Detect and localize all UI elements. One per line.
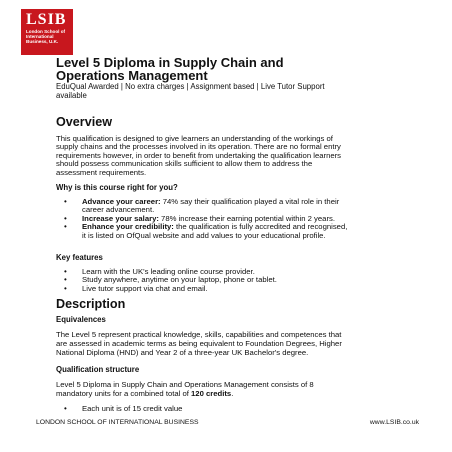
logo-subtitle-line: International bbox=[26, 34, 54, 40]
equivalences-heading: Equivalences bbox=[56, 315, 106, 325]
page-title-line: Level 5 Diploma in Supply Chain and bbox=[56, 55, 284, 70]
page-title bbox=[56, 56, 406, 82]
logo-subtitle-line: Business, U.K. bbox=[26, 39, 59, 45]
description-heading: Description bbox=[56, 297, 126, 312]
equivalences-paragraph bbox=[56, 331, 406, 357]
why-course-heading: Why is this course right for you? bbox=[56, 182, 178, 192]
paragraph-line: The Level 5 represent practical knowledge, skills, capabilities and competences that bbox=[56, 330, 342, 340]
logo-subtitle-line: London School of bbox=[26, 29, 66, 34]
overview-heading: Overview bbox=[56, 114, 113, 129]
key-features-heading: Key features bbox=[56, 252, 103, 262]
paragraph-line: should possess communication skills sufficient to allow them to address the bbox=[56, 159, 313, 169]
benefit-text: it is listed on OfQual website and add values to your educational profile. bbox=[82, 230, 326, 240]
document-body bbox=[56, 56, 406, 414]
credits-total: 120 credits bbox=[191, 388, 232, 398]
benefit-text: career advancement. bbox=[82, 205, 155, 215]
structure-list bbox=[56, 405, 406, 414]
list-item bbox=[56, 223, 406, 240]
logo-subtitle bbox=[26, 29, 69, 45]
paragraph-line: National Diploma (HND) and Year 2 of a three-year UK Bachelor's degree. bbox=[56, 347, 309, 357]
benefit-lead: Increase your salary: bbox=[82, 213, 159, 223]
course-tagline bbox=[56, 83, 406, 101]
list-item bbox=[56, 198, 406, 215]
paragraph-line: are assessed in academic terms as being equivalent to Foundation Degrees, Higher bbox=[56, 338, 342, 348]
qualification-structure-heading: Qualification structure bbox=[56, 365, 140, 375]
lsib-logo bbox=[21, 9, 73, 55]
paragraph-text: mandatory units for a combined total of bbox=[56, 388, 192, 398]
paragraph-line: requirements however, in order to benefit from undertaking the qualification learners bbox=[56, 150, 342, 160]
paragraph-line: This qualification is designed to give learners an understanding of the workings of bbox=[56, 133, 333, 143]
list-item: • Study anywhere, anytime on your laptop, phone or tablet. bbox=[56, 276, 406, 285]
benefit-text: 74% say their qualification played a vital role in their bbox=[160, 196, 340, 206]
benefit-lead: Enhance your credibility: bbox=[82, 222, 174, 232]
footer-school-name: LONDON SCHOOL OF INTERNATIONAL BUSINESS bbox=[36, 419, 199, 426]
benefit-text: the qualification is fully accredited and recognised, bbox=[173, 222, 348, 232]
overview-paragraph bbox=[56, 135, 406, 178]
benefit-text: 78% increase their earning potential within 2 years. bbox=[158, 213, 335, 223]
tagline-line: available bbox=[56, 90, 87, 100]
key-features-list bbox=[56, 268, 406, 294]
why-course-list bbox=[56, 198, 406, 241]
list-item: • Live tutor support via chat and email. bbox=[56, 285, 406, 294]
paragraph-text: . bbox=[231, 388, 234, 398]
structure-paragraph bbox=[56, 381, 406, 398]
paragraph-line: supply chains and the processes involved in its operation. There are no formal entry bbox=[56, 142, 341, 152]
list-item: • Each unit is of 15 credit value bbox=[56, 405, 406, 414]
paragraph-line: Level 5 Diploma in Supply Chain and Operations Management consists of 8 bbox=[56, 380, 314, 390]
footer-website: www.LSIB.co.uk bbox=[369, 419, 419, 426]
benefit-lead: Advance your career: bbox=[82, 196, 161, 206]
paragraph-line: assessment requirements. bbox=[56, 167, 147, 177]
page-footer bbox=[36, 419, 419, 427]
list-item: • Learn with the UK's leading online course provider. bbox=[56, 268, 406, 277]
logo-wordmark: LSIB bbox=[26, 11, 67, 28]
page-title-line: Operations Management bbox=[56, 68, 208, 83]
tagline-line: EduQual Awarded | No extra charges | Assignment based | Live Tutor Support bbox=[56, 82, 325, 91]
